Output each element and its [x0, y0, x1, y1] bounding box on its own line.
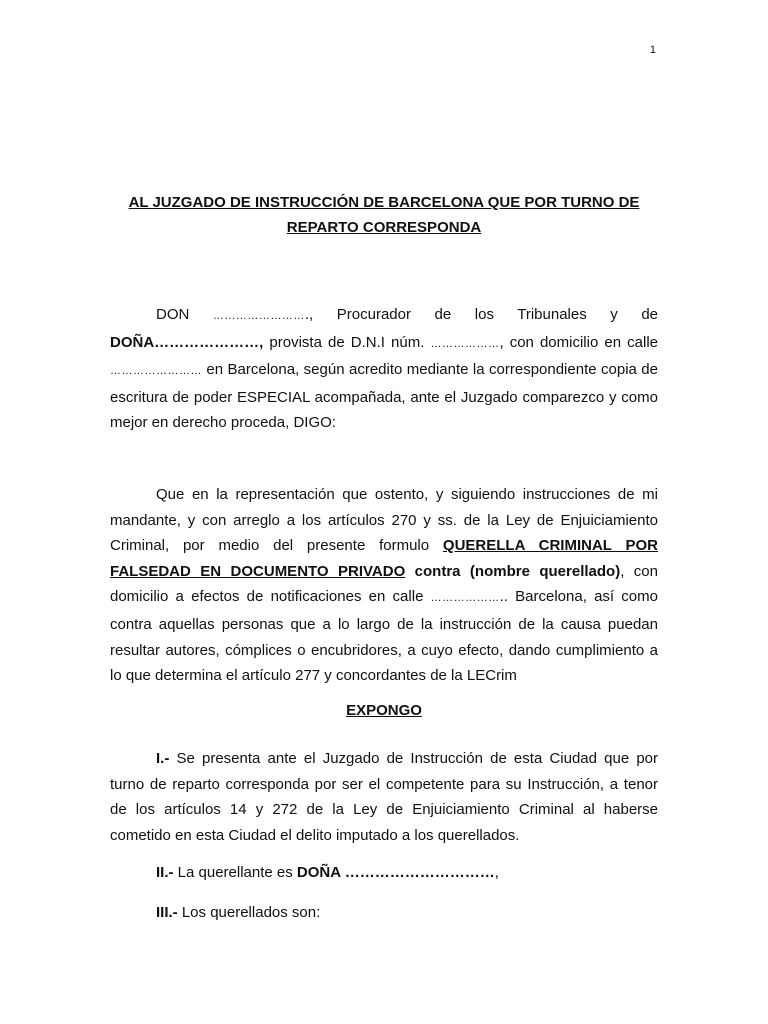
text-autores: .. Barcelona, así como contra aquellas personas que a lo largo de la instrucción de la causa puedan resultar autores, cómplices o encubridores, a cuyo efecto, dando cumplimiento a lo que determina el artículo 277 y concordantes de la LECrim: [110, 588, 658, 685]
text-don: DON: [156, 306, 213, 323]
page-number: 1: [649, 44, 656, 56]
item-text-i: Se presenta ante el Juzgado de Instrucción de esta Ciudad que por turno de reparto corresponda por ser el competente para su Instrucción, a tenor de los artículos 14 y 272 de la Ley de Enjuiciamiento Criminal al haberse cometido en esta Ciudad el delito imputado a los querellados.: [110, 750, 658, 844]
item-text-ii: La querellante es: [173, 864, 297, 881]
document-title: AL JUZGADO DE INSTRUCCIÓN DE BARCELONA QUE POR TURNO DE REPARTO CORRESPONDA: [128, 194, 640, 236]
section-heading-expongo: EXPONGO: [346, 702, 422, 719]
blank-procurador: ……………………: [212, 310, 305, 322]
text-notificaciones: , con domicilio a efectos de notificaciones en calle: [110, 562, 658, 606]
item-querellante: [156, 864, 499, 881]
paragraph-comparecencia: [110, 302, 658, 436]
text-acredito: en Barcelona, según acredito mediante la correspondiente copia de escritura de poder ESPECIAL acompañada, ante el Juzgado comparezco y como mejor en derecho proceda, DIGO:: [110, 361, 658, 432]
blank-calle-querellado: ………………: [430, 592, 500, 605]
blank-dona: DOÑA…………………,: [110, 333, 264, 351]
item-competencia: [110, 746, 658, 848]
blank-calle: ……………………: [110, 365, 202, 378]
blank-querellante: DOÑA …………………………: [296, 864, 495, 881]
item-label-ii: II.-: [156, 864, 174, 881]
querellado-name: contra (nombre querellado): [405, 562, 621, 580]
item-text-iii: Los querellados son:: [177, 904, 321, 921]
text-procurador: ., Procurador de los Tribunales y de: [304, 306, 658, 323]
item-querellados: [156, 904, 320, 921]
text-domicilio: , con domicilio en calle: [499, 333, 658, 351]
text-dni: provista de D.N.I núm.: [263, 333, 431, 351]
querella-type: QUERELLA CRIMINAL POR FALSEDAD EN DOCUMENTO PRIVADO: [110, 537, 658, 580]
text-representacion: Que en la representación que ostento, y siguiendo instrucciones de mi mandante, y con arreglo a los artículos 270 y ss. de la Ley de Enjuiciamiento Criminal, por medio del presente formulo: [110, 486, 658, 555]
item-label-i: I.-: [156, 750, 170, 767]
item-label-iii: III.-: [156, 904, 178, 921]
item-end-ii: ,: [494, 864, 499, 881]
paragraph-querella: [110, 482, 658, 689]
blank-dni: ………………: [430, 337, 500, 350]
